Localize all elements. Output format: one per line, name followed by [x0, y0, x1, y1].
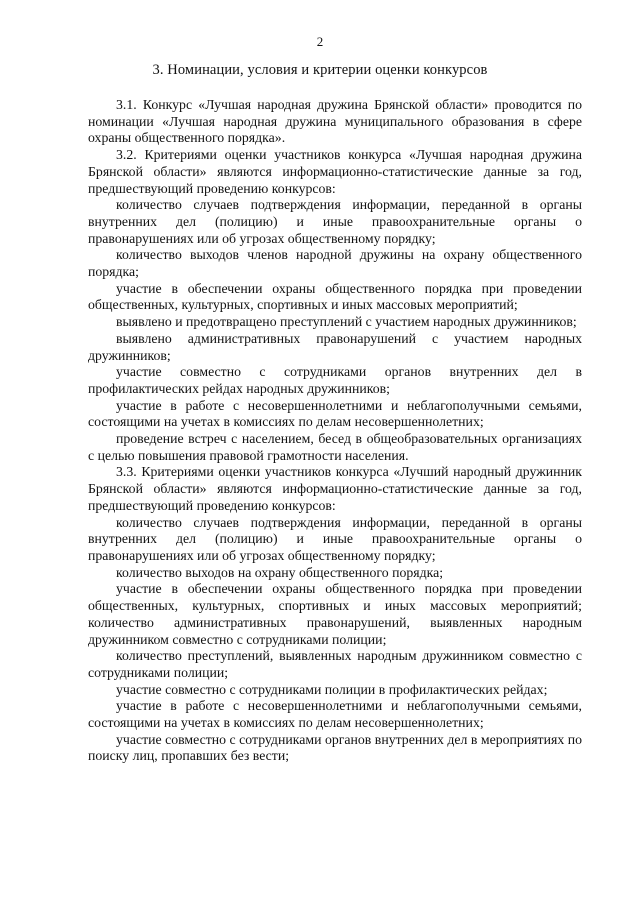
criterion-item: выявлено административных правонарушений с участием народных дружинников; — [88, 330, 582, 363]
paragraph-3-2: 3.2. Критериями оценки участников конкурса «Лучшая народная дружина Брянской области» являются информационно-статистические данные за год, предшествующий проведению конкурсов: — [88, 147, 582, 196]
criterion-item: участие в обеспечении охраны общественного порядка при проведении общественных, культурных, спортивных и иных массовых мероприятий; количество административных правонарушений, выявленных народным дружинником совместно с сотрудниками полиции; — [88, 581, 582, 647]
criterion-item: участие в работе с несовершеннолетними и неблагополучными семьями, состоящими на учетах в комиссиях по делам несовершеннолетних; — [88, 698, 582, 731]
section-title: 3. Номинации, условия и критерии оценки конкурсов — [152, 62, 488, 78]
criterion-item: участие совместно с сотрудниками органов внутренних дел в мероприятиях по поиску лиц, пропавших без вести; — [88, 731, 582, 764]
criterion-item: количество выходов на охрану общественного порядка; — [116, 564, 444, 580]
page-number: 2 — [316, 34, 324, 49]
paragraph-3-1: 3.1. Конкурс «Лучшая народная дружина Брянской области» проводится по номинации «Лучшая народная дружина муниципального образования в сфере охраны общественного порядка». — [88, 97, 582, 146]
criterion-item: количество случаев подтверждения информации, переданной в органы внутренних дел (полицию) и иные правоохранительные органы о правонарушениях или об угрозах общественному порядку; — [88, 197, 582, 246]
criterion-item: участие в обеспечении охраны общественного порядка при проведении общественных, культурных, спортивных и иных массовых мероприятий; — [88, 280, 582, 313]
criterion-item: количество преступлений, выявленных народным дружинником совместно с сотрудниками полиции; — [88, 648, 582, 680]
paragraph-3-3: 3.3. Критериями оценки участников конкурса «Лучший народный дружинник Брянской области» являются информационно-статистические данные за год, предшествующий проведению конкурсов: — [88, 464, 582, 513]
document-body — [88, 97, 582, 765]
criterion-item: количество случаев подтверждения информации, переданной в органы внутренних дел (полицию) и иные правоохранительные органы о правонарушениях или об угрозах общественному порядку; — [88, 514, 582, 563]
criterion-item: участие совместно с сотрудниками органов внутренних дел в профилактических рейдах народных дружинников; — [88, 364, 582, 396]
criterion-item: участие совместно с сотрудниками полиции в профилактических рейдах; — [116, 681, 548, 697]
criterion-item: участие в работе с несовершеннолетними и неблагополучными семьями, состоящими на учетах в комиссиях по делам несовершеннолетних; — [88, 397, 582, 430]
criterion-item: выявлено и предотвращено преступлений с участием народных дружинников; — [116, 314, 577, 330]
criterion-item: проведение встреч с населением, бесед в общеобразовательных организациях с целью повышения правовой грамотности населения. — [88, 431, 582, 463]
criterion-item: количество выходов членов народной дружины на охрану общественного порядка; — [88, 247, 582, 280]
